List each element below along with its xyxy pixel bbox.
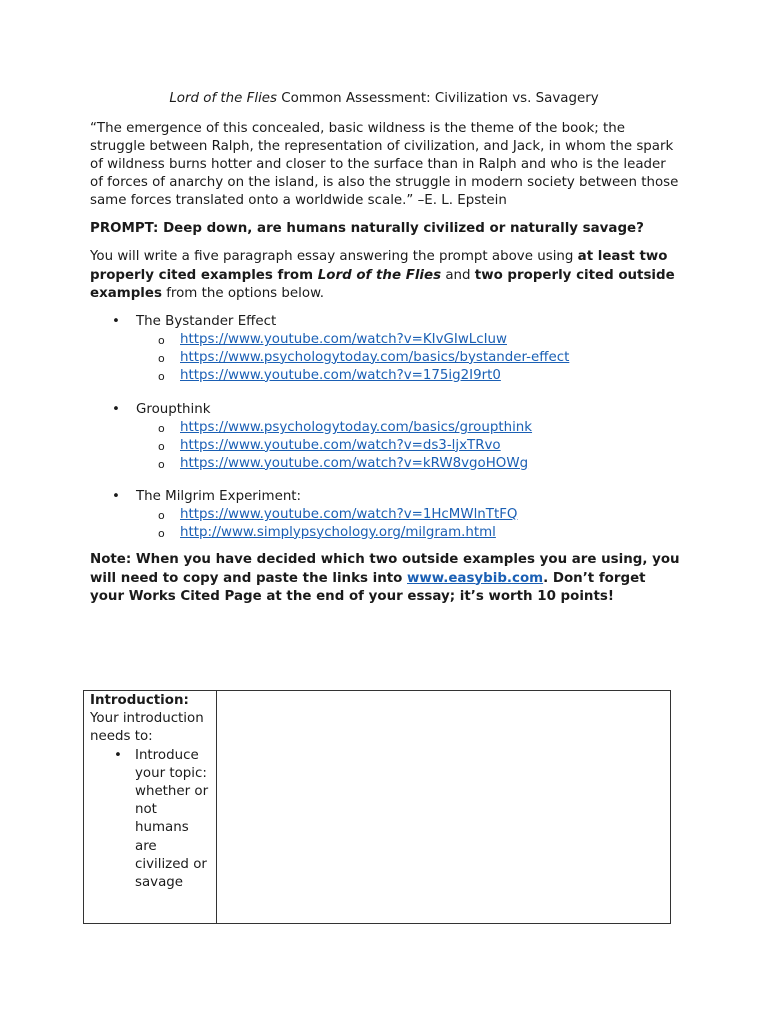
topic-item [90,313,680,384]
sub-bullet-icon: o [158,369,165,383]
introduction-table [83,690,671,924]
topic-list-bystander [90,313,680,384]
sub-bullet-icon: o [158,509,165,522]
sub-bullet-icon: o [158,334,165,347]
instructions-part3: from the options below. [161,286,325,301]
instructions-paragraph [90,248,680,304]
resource-link[interactable]: https://www.psychologytoday.com/basics/bystander-effect [180,349,570,365]
document-title [90,91,678,106]
title-rest: Common Assessment: Civilization vs. Savagery [277,91,599,106]
bullet-icon: • [114,747,122,763]
introduction-item [90,747,212,893]
sub-bullet-icon: o [158,351,165,365]
resource-link[interactable]: https://www.youtube.com/watch?v=KIvGIwLcIuw [180,332,507,347]
sub-bullet-icon: o [158,526,165,540]
resource-link[interactable]: https://www.youtube.com/watch?v=ds3-ljxTRvo [180,437,501,453]
easybib-link[interactable]: www.easybib.com [407,570,544,586]
instructions-bold1: at least two properly cited examples from [90,249,668,283]
resource-link[interactable]: http://www.simplypsychology.org/milgram.html [180,524,496,540]
bullet-icon: • [112,402,120,417]
sub-bullet-icon: o [158,457,165,471]
resource-link[interactable]: https://www.psychologytoday.com/basics/groupthink [180,420,533,435]
sub-bullet-icon: o [158,439,165,453]
introduction-item-text: Introduce your topic: whether or not humans are civilized or savage [135,747,209,891]
introduction-guidance-cell [84,691,217,924]
introduction-heading: Introduction: [90,693,189,708]
title-book-name: Lord of the Flies [169,91,278,106]
resource-link[interactable]: https://www.youtube.com/watch?v=175ig2I9rt0 [180,367,501,383]
note-after: . Don’t forget your Works Cited Page at the end of your essay; it’s worth 10 points! [90,570,646,604]
topic-list-milgrim [90,488,680,542]
topic-label: The Bystander Effect [136,314,277,329]
sub-bullet-icon: o [158,422,165,435]
bullet-icon: • [112,314,120,329]
topic-item [90,488,680,542]
topic-label: Groupthink [136,402,211,417]
note-before: Note: When you have decided which two outside examples you are using, you will need to copy and paste the links into [90,552,680,586]
instructions-bold2: two properly cited outside examples [90,267,675,301]
epigraph-quote: “The emergence of this concealed, basic wildness is the theme of the book; the struggle between Ralph, the representation of civilization, and Jack, in whom the spark of wildness burns hotter and closer to the surface than in Ralph and who is the leader of forces of anarchy on the island, is also the struggle in modern society between those same forces translated onto a worldwide scale.” –E. L. Epstein [90,121,679,208]
topic-label: The Milgrim Experiment: [136,489,302,504]
topic-list-groupthink [90,401,680,472]
introduction-writing-cell[interactable] [217,691,671,924]
bullet-icon: • [112,489,120,504]
essay-prompt: PROMPT: Deep down, are humans naturally civilized or naturally savage? [90,221,644,236]
resource-link[interactable]: https://www.youtube.com/watch?v=1HcMWlnTtFQ [180,507,518,522]
instructions-part1: You will write a five paragraph essay answering the prompt above using [90,249,578,264]
resource-link[interactable]: https://www.youtube.com/watch?v=kRW8vgoHOWg [180,455,529,471]
works-cited-note [90,551,680,607]
topic-item [90,401,680,472]
introduction-subtext: Your introduction needs to: [90,711,204,745]
instructions-part2: and [441,267,475,283]
instructions-book-name: Lord of the Flies [317,267,442,283]
